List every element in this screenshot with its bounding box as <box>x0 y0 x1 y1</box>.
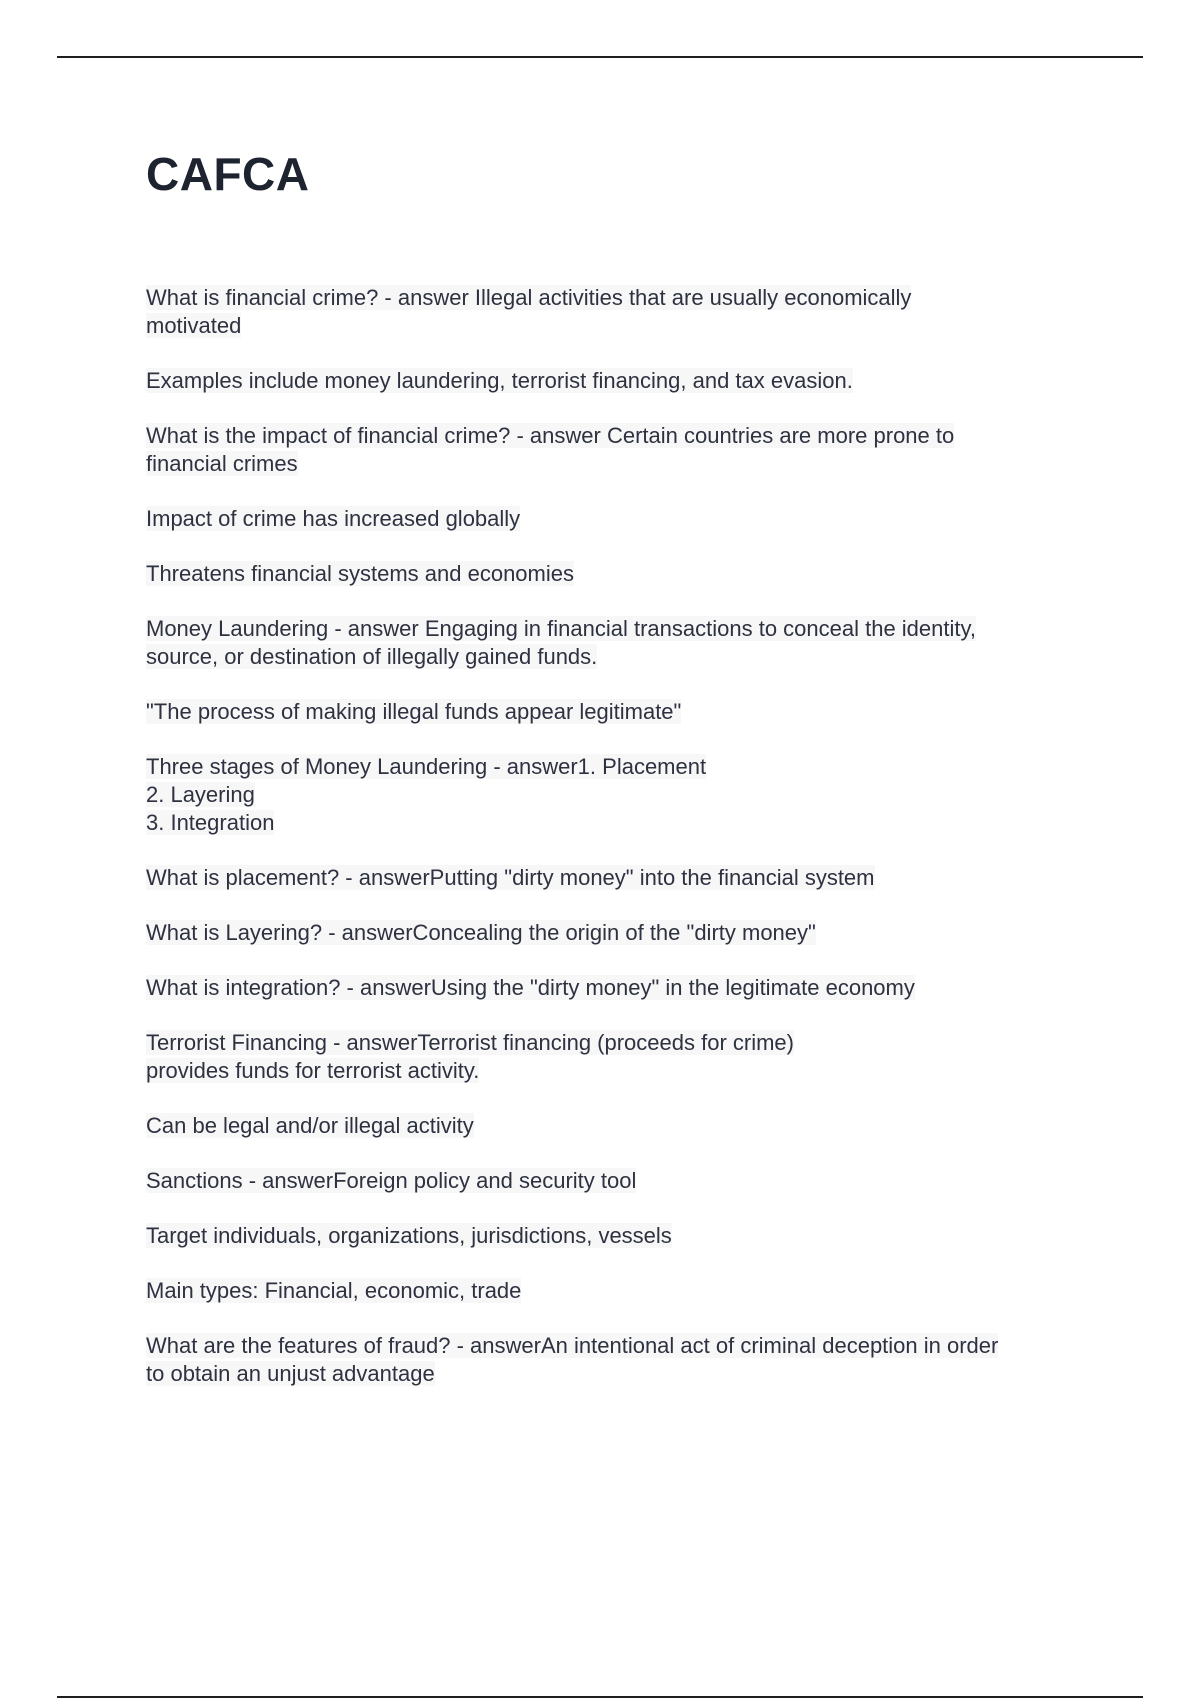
qa-block-8 <box>146 753 1096 837</box>
qa-block-12 <box>146 1029 1096 1085</box>
qa-block-14 <box>146 1167 1096 1195</box>
text-line: provides funds for terrorist activity. <box>146 1058 480 1083</box>
qa-block-10 <box>146 919 1096 947</box>
text-line: Impact of crime has increased globally <box>146 506 521 531</box>
text-line: What is Layering? - answerConcealing the origin of the "dirty money" <box>146 920 816 945</box>
text-line: motivated <box>146 313 242 338</box>
text-line: Examples include money laundering, terrorist financing, and tax evasion. <box>146 368 853 393</box>
qa-list <box>146 284 1096 1415</box>
text-line: Threatens financial systems and economies <box>146 561 574 586</box>
text-line: "The process of making illegal funds appear legitimate" <box>146 699 682 724</box>
qa-block-11 <box>146 974 1096 1002</box>
text-line: Money Laundering - answer Engaging in financial transactions to conceal the identity, <box>146 616 976 641</box>
text-line: Three stages of Money Laundering - answer1. Placement <box>146 754 707 779</box>
text-line: What is integration? - answerUsing the "dirty money" in the legitimate economy <box>146 975 915 1000</box>
qa-block-1 <box>146 284 1096 340</box>
qa-block-4 <box>146 505 1096 533</box>
text-line: What is placement? - answerPutting "dirty money" into the financial system <box>146 865 875 890</box>
text-line: What is financial crime? - answer Illegal activities that are usually economically <box>146 285 912 310</box>
text-line: 2. Layering <box>146 782 255 807</box>
qa-block-16 <box>146 1277 1096 1305</box>
text-line: What is the impact of financial crime? - answer Certain countries are more prone to <box>146 423 955 448</box>
qa-block-5 <box>146 560 1096 588</box>
text-line: Sanctions - answerForeign policy and security tool <box>146 1168 637 1193</box>
text-line: financial crimes <box>146 451 298 476</box>
text-line: Target individuals, organizations, jurisdictions, vessels <box>146 1223 672 1248</box>
text-line: source, or destination of illegally gained funds. <box>146 644 598 669</box>
text-line: Can be legal and/or illegal activity <box>146 1113 474 1138</box>
qa-block-2 <box>146 367 1096 395</box>
text-line: to obtain an unjust advantage <box>146 1361 435 1386</box>
text-line: What are the features of fraud? - answerAn intentional act of criminal deception in order <box>146 1333 999 1358</box>
top-divider <box>57 56 1143 58</box>
qa-block-17 <box>146 1332 1096 1388</box>
document-title: CAFCA <box>146 148 310 200</box>
qa-block-3 <box>146 422 1096 478</box>
bottom-divider <box>57 1696 1143 1698</box>
qa-block-15 <box>146 1222 1096 1250</box>
text-line: Terrorist Financing - answerTerrorist financing (proceeds for crime) <box>146 1030 794 1055</box>
qa-block-6 <box>146 615 1096 671</box>
text-line: Main types: Financial, economic, trade <box>146 1278 522 1303</box>
qa-block-9 <box>146 864 1096 892</box>
qa-block-7 <box>146 698 1096 726</box>
text-line: 3. Integration <box>146 810 275 835</box>
qa-block-13 <box>146 1112 1096 1140</box>
